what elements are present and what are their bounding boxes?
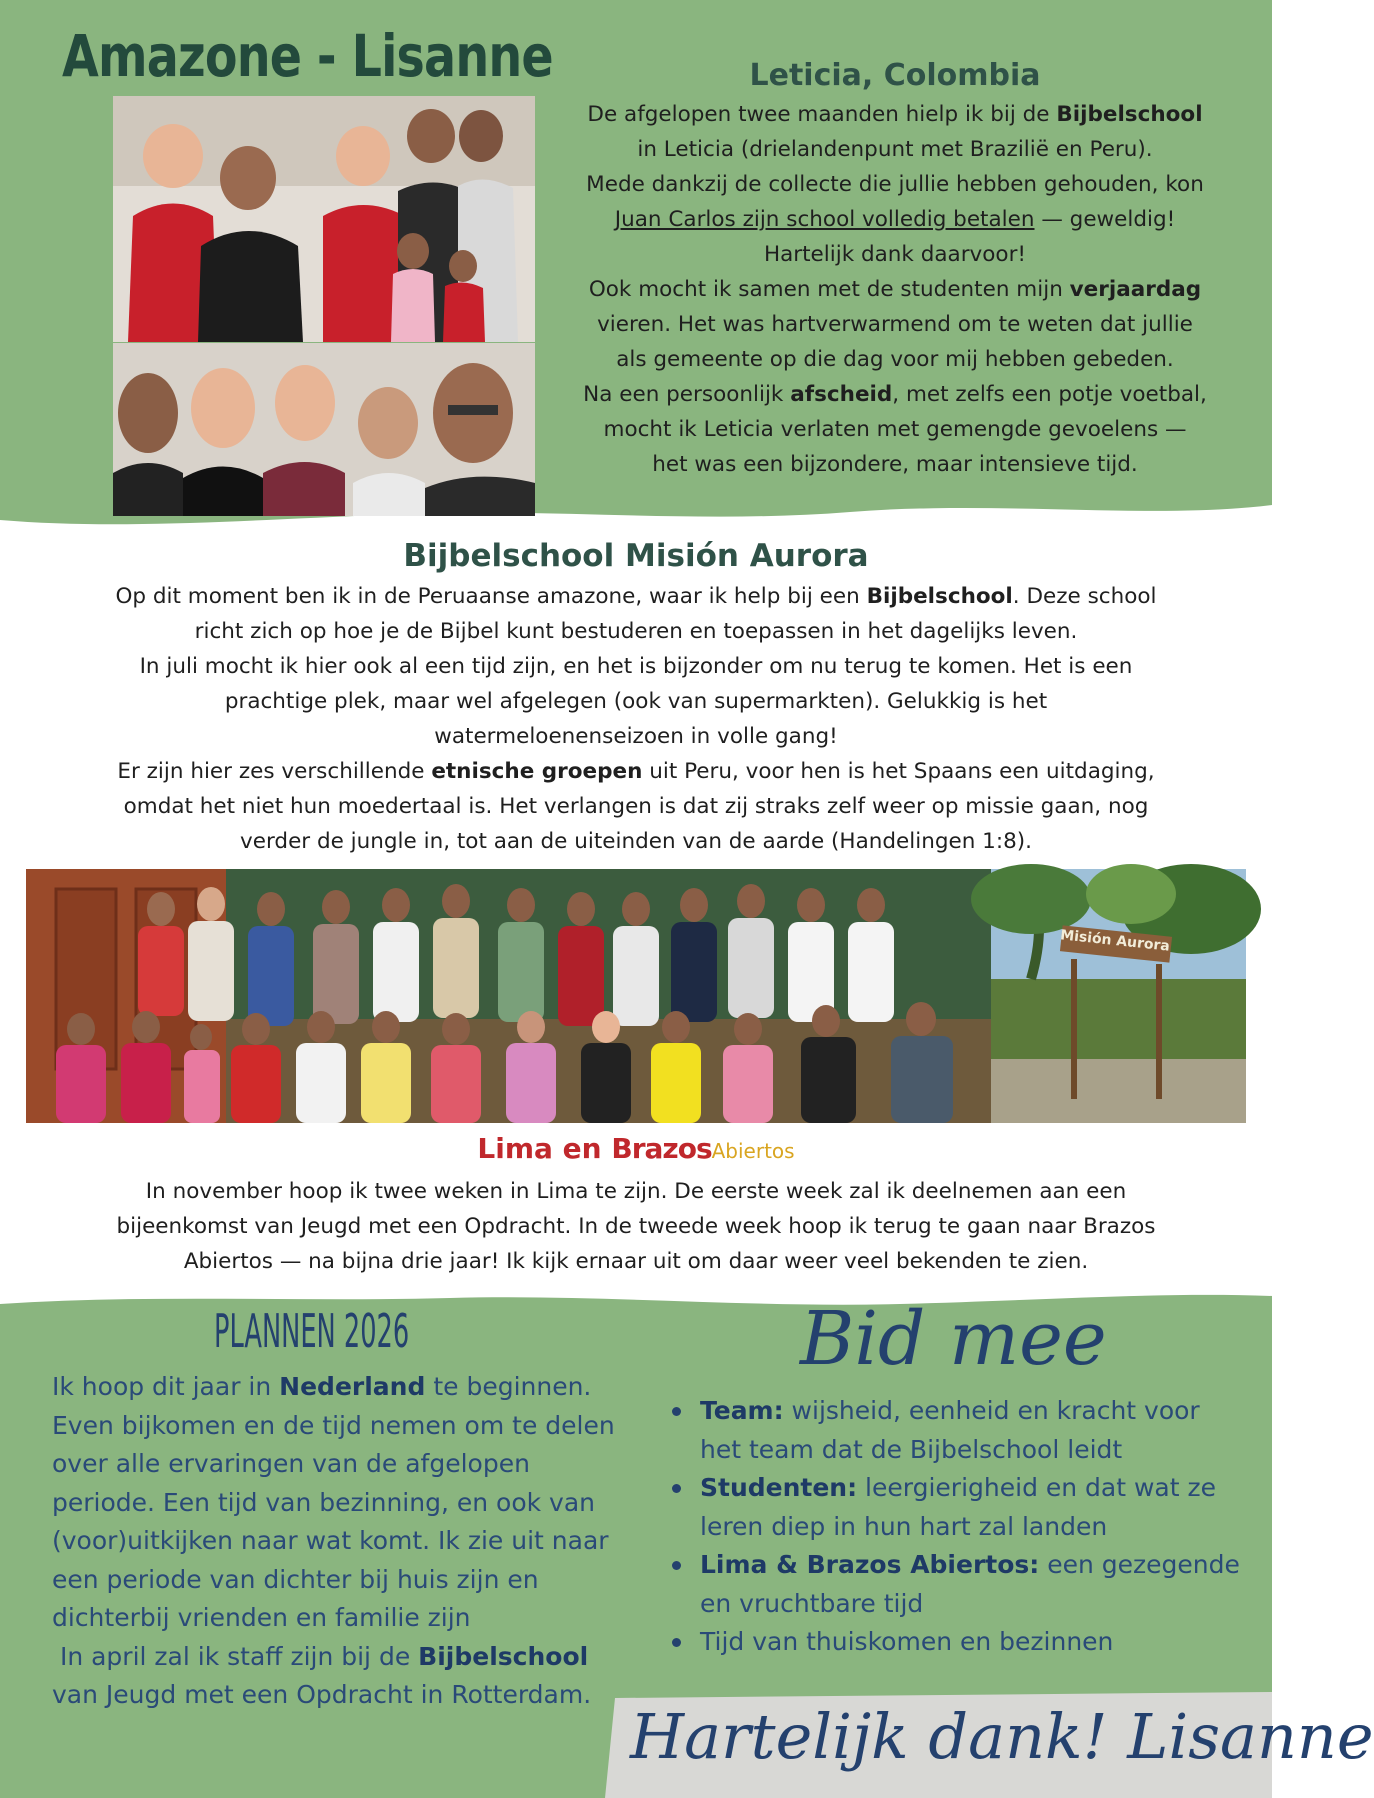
lima-line-2: bijeenkomst van Jeugd met een Opdracht. In de tweede week hoop ik terug te gaan naar Brazos <box>116 1214 1156 1239</box>
sign-photo-illustration <box>991 869 1246 1123</box>
plans-heading: PLANNEN 2026 <box>214 1304 410 1358</box>
aurora-line-3: In juli mocht ik hier ook al een tijd zijn, en het is bijzonder om nu terug te komen. Het is een <box>139 654 1133 679</box>
aurora-line-8: verder de jungle in, tot aan de uiteinden van de aarde (Handelingen 1:8). <box>240 829 1032 854</box>
plans-line-1: Ik hoop dit jaar in Nederland te beginnen. <box>52 1372 592 1401</box>
abiertos-logo-word: Abiertos <box>711 1139 795 1163</box>
pray-item-lima: Lima & Brazos Abiertos: een gezegende en vruchtbare tijd <box>666 1546 1246 1623</box>
aurora-line-4: prachtige plek, maar wel afgelegen (ook van supermarkten). Gelukkig is het <box>224 689 1048 714</box>
pray-heading: Bid mee <box>800 1296 1107 1382</box>
plans-line-5: (voor)uitkijken naar wat komt. Ik zie uit naar <box>52 1526 609 1555</box>
plans-line-8: In april zal ik staff zijn bij de Bijbelschool <box>52 1641 589 1671</box>
lima-section <box>0 1128 1272 1279</box>
aurora-body <box>30 579 1242 859</box>
aurora-line-5: watermeloenenseizoen in volle gang! <box>434 724 838 749</box>
pray-item-homecoming: Tijd van thuiskomen en bezinnen <box>666 1623 1246 1662</box>
leticia-underlined-text: Juan Carlos zijn school volledig betalen <box>614 207 1035 232</box>
leticia-photo-2-illustration <box>113 343 535 516</box>
leticia-line-2: in Leticia (drielandenpunt met Brazilië en Peru). <box>637 137 1153 162</box>
closing-signature: Hartelijk dank! Lisanne <box>630 1700 1374 1773</box>
aurora-line-7: omdat het niet hun moedertaal is. Het verlangen is dat zij straks zelf weer op missie gaan, nog <box>123 794 1149 819</box>
aurora-line-2: richt zich op hoe je de Bijbel kunt bestuderen en toepassen in het dagelijks leven. <box>194 619 1078 644</box>
leticia-section <box>550 55 1240 482</box>
sign-text: Misión Aurora <box>1059 927 1171 955</box>
group-photo-illustration <box>26 869 991 1123</box>
page-title: Amazone - Lisanne <box>62 22 553 90</box>
plans-line-6: een periode van dichter bij huis zijn en <box>52 1564 539 1594</box>
leticia-line-1: De afgelopen twee maanden hielp ik bij de Bijbelschool <box>587 102 1203 127</box>
leticia-heading: Leticia, Colombia <box>749 58 1041 93</box>
pray-item-team: Team: wijsheid, eenheid en kracht voor het team dat de Bijbelschool leidt <box>666 1392 1246 1469</box>
leticia-line-5: Hartelijk dank daarvoor! <box>763 242 1027 267</box>
group-photo <box>26 869 991 1123</box>
leticia-line-8: als gemeente op die dag voor mij hebben gebeden. <box>616 347 1174 372</box>
leticia-line-7: vieren. Het was hartverwarmend om te weten dat jullie <box>597 312 1193 337</box>
lima-heading: Lima en BrazosAbiertos <box>477 1132 795 1165</box>
leticia-photo-1-illustration <box>113 96 535 342</box>
mision-aurora-sign-photo <box>991 869 1246 1123</box>
lima-line-1: In november hoop ik twee weken in Lima te zijn. De eerste week zal ik deelnemen aan een <box>145 1179 1127 1204</box>
leticia-photo-selfie <box>113 343 535 516</box>
pray-item-students: Studenten: leergierigheid en dat wat ze leren diep in hun hart zal landen <box>666 1469 1246 1546</box>
leticia-line-11: het was een bijzondere, maar intensieve tijd. <box>652 452 1138 477</box>
plans-line-4: periode. Een tijd van bezinning, en ook van <box>52 1487 596 1517</box>
plans-line-9: van Jeugd met een Opdracht in Rotterdam. <box>52 1680 592 1709</box>
leticia-line-3: Mede dankzij de collecte die jullie hebben gehouden, kon <box>586 172 1204 197</box>
leticia-line-9: Na een persoonlijk afscheid, met zelfs een potje voetbal, <box>583 382 1207 407</box>
leticia-line-10: mocht ik Leticia verlaten met gemengde gevoelens — <box>603 417 1187 442</box>
brazos-logo-word: Brazos <box>611 1132 712 1165</box>
aurora-line-6: Er zijn hier zes verschillende etnische groepen uit Peru, voor hen is het Spaans een uitdaging, <box>117 759 1155 784</box>
plans-body <box>52 1368 652 1715</box>
leticia-body <box>550 97 1240 482</box>
plans-line-2: Even bijkomen en de tijd nemen om te delen <box>52 1410 615 1440</box>
aurora-line-1: Op dit moment ben ik in de Peruaanse amazone, waar ik help bij een Bijbelschool. Deze school <box>115 584 1157 609</box>
aurora-heading: Bijbelschool Misión Aurora <box>403 538 869 574</box>
leticia-photo-group <box>113 96 535 342</box>
leticia-line-4: Juan Carlos zijn school volledig betalen — geweldig! <box>614 207 1176 232</box>
plans-line-3: over alle ervaringen van de afgelopen <box>52 1449 530 1478</box>
leticia-line-6: Ook mocht ik samen met de studenten mijn verjaardag <box>588 277 1202 302</box>
aurora-section <box>30 533 1242 859</box>
plans-line-7: dichterbij vrienden en familie zijn <box>52 1603 471 1632</box>
lima-body <box>0 1174 1272 1279</box>
lima-line-3: Abiertos — na bijna drie jaar! Ik kijk ernaar uit om daar weer veel bekenden te zien. <box>183 1249 1089 1274</box>
pray-list <box>666 1392 1246 1662</box>
